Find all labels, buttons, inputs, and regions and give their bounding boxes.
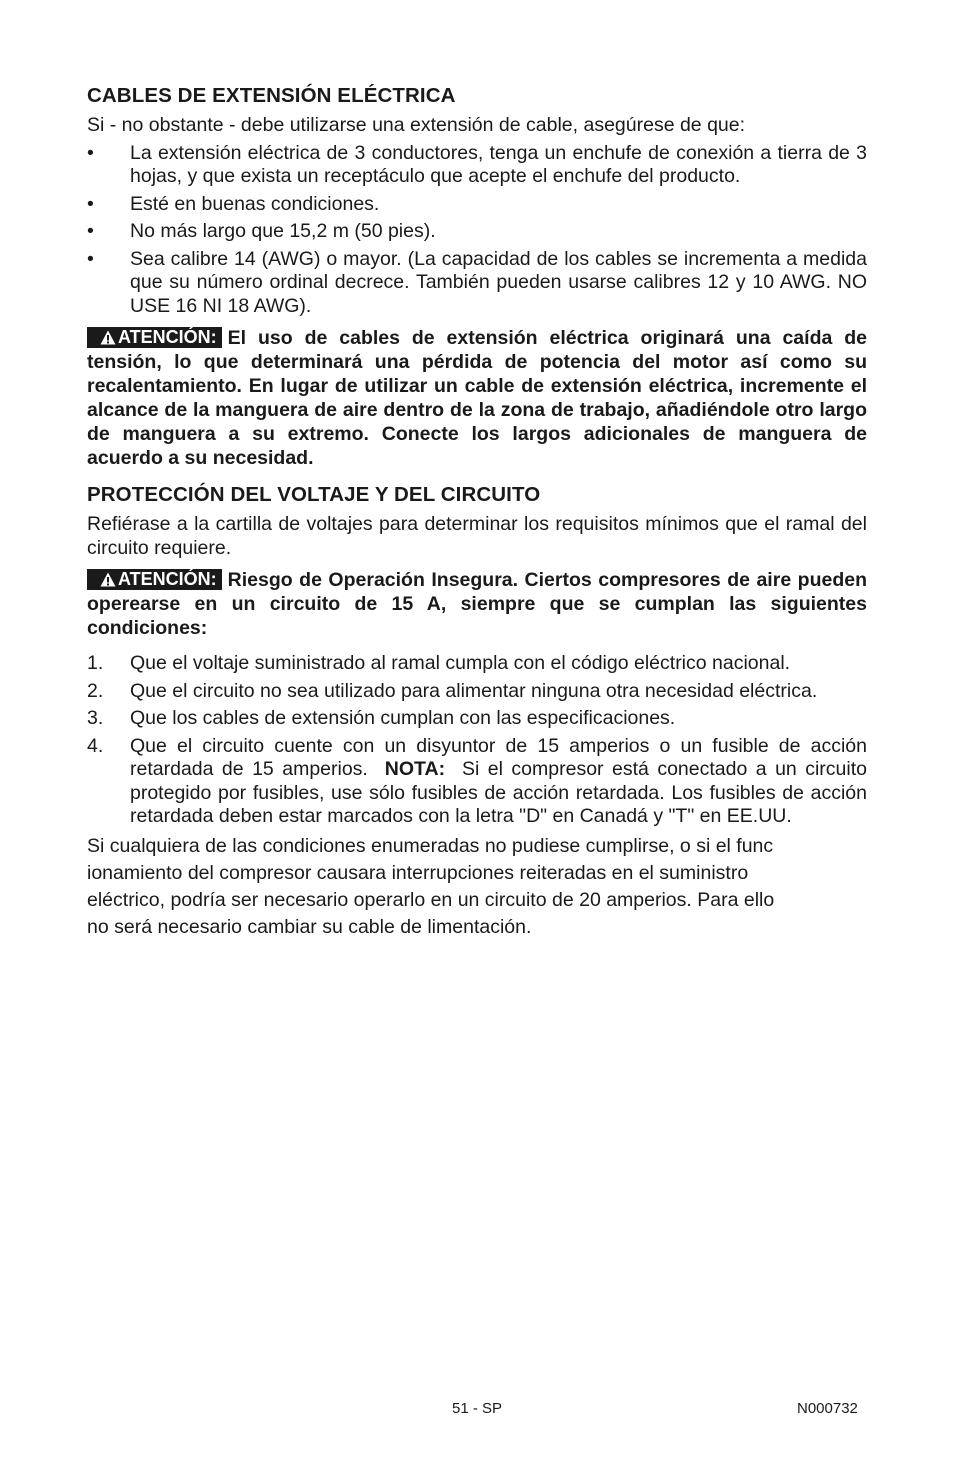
bullet-list bbox=[87, 142, 867, 319]
page-number: 51 - SP bbox=[451, 1400, 503, 1417]
bullet-marker: • bbox=[87, 247, 94, 270]
warning-paragraph-circuit: ATENCIÓN: Riesgo de Operación Insegura. Ciertos compresores de aire pueden operearse en un circuito de 15 A, siempre que se cumplan las siguientes condiciones: bbox=[87, 569, 867, 639]
bullet-marker: • bbox=[87, 220, 94, 242]
section-intro: Si - no obstante - debe utilizarse una extensión de cable, asegúrese de que: bbox=[87, 114, 746, 136]
list-item: 1. Que el voltaje suministrado al ramal cumpla con el código eléctrico nacional. bbox=[87, 652, 791, 674]
document-body bbox=[87, 84, 867, 941]
warning-triangle-icon bbox=[100, 330, 116, 345]
bullet-marker: • bbox=[87, 141, 94, 164]
warning-triangle-icon bbox=[100, 572, 116, 587]
section-title-extension-cables: CABLES DE EXTENSIÓN ELÉCTRICA bbox=[87, 84, 456, 107]
bullet-marker: • bbox=[87, 192, 94, 215]
list-item: • Sea calibre 14 (AWG) o mayor. (La capacidad de los cables se incrementa a medida que su número ordinal decrece. También pueden usarse calibres 12 y 10 AWG. NO USE 16 NI 18 AWG). bbox=[87, 247, 867, 317]
numbered-list bbox=[87, 652, 867, 829]
list-item: 3. Que los cables de extensión cumplan con las especificaciones. bbox=[87, 707, 676, 729]
section-intro: Refiérase a la cartilla de voltajes para determinar los requisitos mínimos que el ramal del circuito requiere. bbox=[87, 513, 867, 559]
warning-paragraph-extension: ATENCIÓN: El uso de cables de extensión eléctrica originará una caída de tensión, lo que determinará una pérdida de potencia del motor así como su recalentamiento. En lugar de utilizar un cable de extensión eléctrica, incremente el alcance de la manguera de aire dentro de la zona de trabajo, añadiéndole otro largo de manguera a su extremo. Conecte los largos adicionales de manguera de acuerdo a su necesidad. bbox=[87, 327, 867, 469]
list-item: 4. Que el circuito cuente con un disyuntor de 15 amperios o un fusible de acción retardada de 15 amperios. NOTA: Si el compresor está conectado a un circuito protegido por fusibles, use sólo fusibles de acción retardada. Los fusibles de acción retardada deben estar marcados con la letra "D" en Canadá y "T" en EE.UU. bbox=[87, 734, 867, 827]
note-label: NOTA: bbox=[384, 758, 446, 780]
document-code: N000732 bbox=[797, 1400, 858, 1417]
list-item: • No más largo que 15,2 m (50 pies). bbox=[87, 220, 436, 242]
warning-badge: ATENCIÓN: bbox=[87, 569, 222, 590]
list-item: • La extensión eléctrica de 3 conductores, tenga un enchufe de conexión a tierra de 3 hojas, y que exista un receptáculo que acepte el enchufe del producto. bbox=[87, 141, 867, 187]
section-title-voltage-protection: PROTECCIÓN DEL VOLTAJE Y DEL CIRCUITO bbox=[87, 483, 541, 506]
warning-badge: ATENCIÓN: bbox=[87, 327, 222, 348]
closing-paragraph: Si cualquiera de las condiciones enumeradas no pudiese cumplirse, o si el func ionamiento del compresor causara interrupciones reiteradas en el suministro eléctrico, podría ser necesario operarlo en un circuito de 20 amperios. Para ello no será necesario cambiar su cable de limentación. bbox=[87, 834, 775, 938]
list-item: 2. Que el circuito no sea utilizado para alimentar ninguna otra necesidad eléctrica. bbox=[87, 679, 818, 702]
list-item: • Esté en buenas condiciones. bbox=[87, 192, 380, 215]
